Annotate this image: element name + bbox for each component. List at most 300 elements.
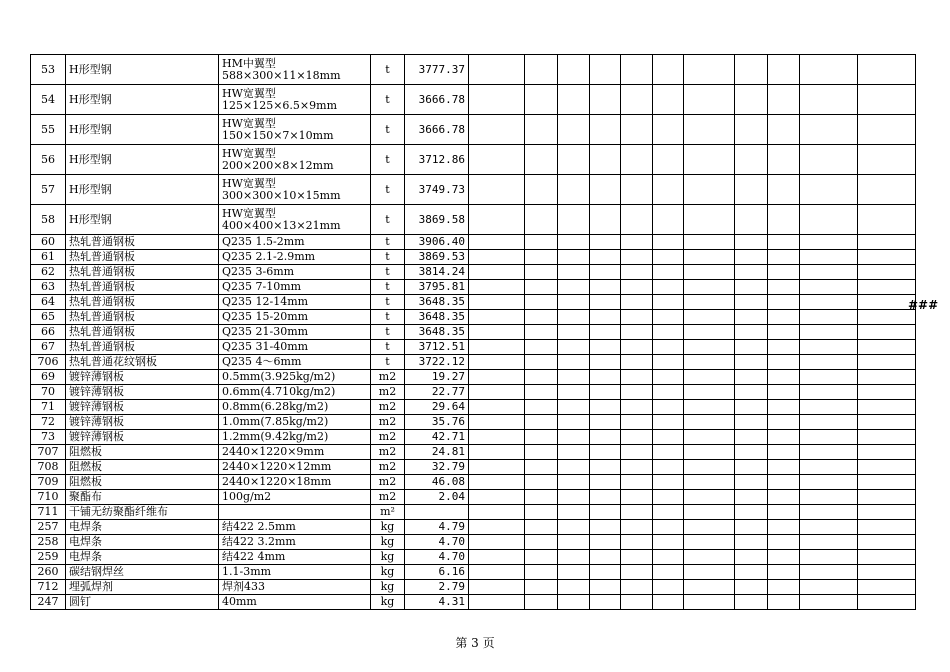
- cell-empty[interactable]: [768, 385, 800, 400]
- cell-specification[interactable]: [219, 520, 371, 535]
- cell-empty[interactable]: [469, 205, 525, 235]
- cell-empty[interactable]: [558, 535, 590, 550]
- cell-material-name[interactable]: 圆钉: [66, 595, 219, 610]
- cell-material-name[interactable]: 埋弧焊剂: [66, 580, 219, 595]
- cell-empty[interactable]: [768, 430, 800, 445]
- cell-unit[interactable]: kg: [371, 535, 405, 550]
- cell-empty[interactable]: [768, 415, 800, 430]
- cell-number[interactable]: 70: [31, 385, 66, 400]
- cell-empty[interactable]: [653, 145, 684, 175]
- cell-empty[interactable]: [800, 175, 858, 205]
- cell-empty[interactable]: [800, 580, 858, 595]
- cell-specification[interactable]: [219, 325, 371, 340]
- cell-empty[interactable]: [525, 55, 558, 85]
- cell-empty[interactable]: [469, 460, 525, 475]
- cell-empty[interactable]: [684, 580, 735, 595]
- cell-empty[interactable]: [684, 475, 735, 490]
- cell-empty[interactable]: [735, 295, 768, 310]
- cell-specification[interactable]: [219, 580, 371, 595]
- cell-empty[interactable]: [590, 310, 621, 325]
- cell-empty[interactable]: [684, 205, 735, 235]
- cell-number[interactable]: 72: [31, 415, 66, 430]
- cell-empty[interactable]: [735, 520, 768, 535]
- cell-empty[interactable]: [858, 490, 916, 505]
- cell-empty[interactable]: [621, 250, 653, 265]
- cell-empty[interactable]: [768, 535, 800, 550]
- cell-empty[interactable]: [858, 355, 916, 370]
- cell-empty[interactable]: [768, 250, 800, 265]
- cell-empty[interactable]: [558, 325, 590, 340]
- cell-unit[interactable]: m2: [371, 415, 405, 430]
- cell-specification[interactable]: [219, 505, 371, 520]
- cell-empty[interactable]: [858, 475, 916, 490]
- cell-empty[interactable]: [800, 355, 858, 370]
- cell-material-name[interactable]: 阻燃板: [66, 445, 219, 460]
- cell-empty[interactable]: [653, 295, 684, 310]
- cell-empty[interactable]: [469, 535, 525, 550]
- cell-empty[interactable]: [558, 355, 590, 370]
- cell-empty[interactable]: [858, 580, 916, 595]
- cell-unit[interactable]: t: [371, 355, 405, 370]
- cell-number[interactable]: 708: [31, 460, 66, 475]
- cell-empty[interactable]: [621, 385, 653, 400]
- cell-empty[interactable]: [653, 85, 684, 115]
- cell-empty[interactable]: [858, 175, 916, 205]
- cell-empty[interactable]: [525, 565, 558, 580]
- cell-empty[interactable]: [558, 250, 590, 265]
- cell-empty[interactable]: [800, 535, 858, 550]
- cell-empty[interactable]: [525, 595, 558, 610]
- cell-empty[interactable]: [469, 520, 525, 535]
- cell-empty[interactable]: [590, 295, 621, 310]
- cell-specification[interactable]: [219, 175, 371, 205]
- cell-empty[interactable]: [558, 280, 590, 295]
- cell-empty[interactable]: [684, 430, 735, 445]
- cell-empty[interactable]: [684, 370, 735, 385]
- cell-unit[interactable]: t: [371, 145, 405, 175]
- cell-empty[interactable]: [653, 205, 684, 235]
- cell-empty[interactable]: [590, 415, 621, 430]
- cell-specification[interactable]: [219, 460, 371, 475]
- cell-material-name[interactable]: 镀锌薄钢板: [66, 415, 219, 430]
- cell-specification[interactable]: [219, 475, 371, 490]
- cell-empty[interactable]: [858, 445, 916, 460]
- cell-empty[interactable]: [684, 295, 735, 310]
- cell-empty[interactable]: [590, 340, 621, 355]
- cell-empty[interactable]: [525, 340, 558, 355]
- cell-empty[interactable]: [800, 280, 858, 295]
- cell-empty[interactable]: [558, 400, 590, 415]
- cell-empty[interactable]: [590, 85, 621, 115]
- cell-number[interactable]: 66: [31, 325, 66, 340]
- cell-empty[interactable]: [558, 385, 590, 400]
- cell-empty[interactable]: [590, 385, 621, 400]
- cell-empty[interactable]: [735, 430, 768, 445]
- cell-empty[interactable]: [590, 595, 621, 610]
- cell-empty[interactable]: [858, 400, 916, 415]
- cell-empty[interactable]: [800, 445, 858, 460]
- cell-empty[interactable]: [653, 415, 684, 430]
- cell-empty[interactable]: [735, 280, 768, 295]
- cell-number[interactable]: 707: [31, 445, 66, 460]
- cell-unit[interactable]: t: [371, 310, 405, 325]
- cell-material-name[interactable]: 电焊条: [66, 520, 219, 535]
- cell-unit[interactable]: t: [371, 250, 405, 265]
- cell-empty[interactable]: [653, 595, 684, 610]
- cell-number[interactable]: 63: [31, 280, 66, 295]
- cell-empty[interactable]: [768, 475, 800, 490]
- cell-empty[interactable]: [525, 295, 558, 310]
- cell-empty[interactable]: [469, 280, 525, 295]
- cell-empty[interactable]: [684, 505, 735, 520]
- cell-material-name[interactable]: 电焊条: [66, 550, 219, 565]
- cell-material-name[interactable]: 热轧普通钢板: [66, 340, 219, 355]
- cell-empty[interactable]: [768, 55, 800, 85]
- cell-empty[interactable]: [800, 340, 858, 355]
- cell-price[interactable]: 19.27: [405, 370, 469, 385]
- cell-specification[interactable]: [219, 280, 371, 295]
- cell-empty[interactable]: [735, 115, 768, 145]
- cell-empty[interactable]: [653, 250, 684, 265]
- cell-empty[interactable]: [469, 385, 525, 400]
- cell-price[interactable]: 3648.35: [405, 310, 469, 325]
- cell-empty[interactable]: [469, 175, 525, 205]
- cell-number[interactable]: 73: [31, 430, 66, 445]
- cell-empty[interactable]: [653, 535, 684, 550]
- cell-empty[interactable]: [590, 475, 621, 490]
- cell-empty[interactable]: [469, 145, 525, 175]
- cell-number[interactable]: 69: [31, 370, 66, 385]
- cell-empty[interactable]: [768, 595, 800, 610]
- cell-empty[interactable]: [621, 370, 653, 385]
- cell-price[interactable]: 3814.24: [405, 265, 469, 280]
- cell-empty[interactable]: [469, 340, 525, 355]
- cell-empty[interactable]: [735, 370, 768, 385]
- cell-empty[interactable]: [653, 580, 684, 595]
- cell-number[interactable]: 62: [31, 265, 66, 280]
- cell-empty[interactable]: [684, 325, 735, 340]
- cell-empty[interactable]: [684, 565, 735, 580]
- cell-empty[interactable]: [735, 175, 768, 205]
- cell-empty[interactable]: [653, 280, 684, 295]
- cell-material-name[interactable]: 镀锌薄钢板: [66, 430, 219, 445]
- cell-empty[interactable]: [525, 115, 558, 145]
- cell-empty[interactable]: [800, 385, 858, 400]
- cell-empty[interactable]: [684, 250, 735, 265]
- cell-empty[interactable]: [469, 475, 525, 490]
- cell-empty[interactable]: [858, 595, 916, 610]
- cell-empty[interactable]: [558, 580, 590, 595]
- cell-empty[interactable]: [684, 145, 735, 175]
- cell-unit[interactable]: kg: [371, 550, 405, 565]
- cell-empty[interactable]: [469, 430, 525, 445]
- cell-empty[interactable]: [621, 505, 653, 520]
- cell-price[interactable]: 3906.40: [405, 235, 469, 250]
- cell-empty[interactable]: [558, 430, 590, 445]
- cell-empty[interactable]: [800, 400, 858, 415]
- cell-empty[interactable]: [653, 340, 684, 355]
- cell-empty[interactable]: [469, 355, 525, 370]
- cell-empty[interactable]: [469, 490, 525, 505]
- cell-empty[interactable]: [684, 115, 735, 145]
- cell-specification[interactable]: [219, 115, 371, 145]
- cell-unit[interactable]: m2: [371, 370, 405, 385]
- cell-empty[interactable]: [621, 355, 653, 370]
- cell-empty[interactable]: [469, 55, 525, 85]
- cell-specification[interactable]: [219, 355, 371, 370]
- cell-empty[interactable]: [621, 520, 653, 535]
- cell-price[interactable]: 3648.35: [405, 295, 469, 310]
- cell-empty[interactable]: [768, 310, 800, 325]
- cell-empty[interactable]: [590, 265, 621, 280]
- cell-price[interactable]: 3722.12: [405, 355, 469, 370]
- cell-price[interactable]: 3712.86: [405, 145, 469, 175]
- cell-empty[interactable]: [684, 460, 735, 475]
- cell-empty[interactable]: [800, 115, 858, 145]
- cell-empty[interactable]: [525, 550, 558, 565]
- cell-empty[interactable]: [858, 325, 916, 340]
- cell-empty[interactable]: [469, 265, 525, 280]
- cell-empty[interactable]: [735, 490, 768, 505]
- cell-specification[interactable]: [219, 565, 371, 580]
- cell-empty[interactable]: [735, 235, 768, 250]
- cell-specification[interactable]: [219, 340, 371, 355]
- cell-number[interactable]: 257: [31, 520, 66, 535]
- cell-price[interactable]: 24.81: [405, 445, 469, 460]
- cell-empty[interactable]: [858, 505, 916, 520]
- cell-empty[interactable]: [621, 550, 653, 565]
- cell-empty[interactable]: [590, 175, 621, 205]
- cell-empty[interactable]: [469, 550, 525, 565]
- cell-material-name[interactable]: 热轧普通钢板: [66, 235, 219, 250]
- cell-empty[interactable]: [590, 430, 621, 445]
- cell-number[interactable]: 709: [31, 475, 66, 490]
- cell-empty[interactable]: [621, 175, 653, 205]
- cell-price[interactable]: 4.79: [405, 520, 469, 535]
- cell-empty[interactable]: [768, 505, 800, 520]
- cell-empty[interactable]: [653, 565, 684, 580]
- cell-specification[interactable]: [219, 535, 371, 550]
- cell-empty[interactable]: [684, 595, 735, 610]
- cell-specification[interactable]: [219, 265, 371, 280]
- cell-specification[interactable]: [219, 370, 371, 385]
- cell-empty[interactable]: [653, 385, 684, 400]
- cell-empty[interactable]: [768, 460, 800, 475]
- cell-empty[interactable]: [525, 145, 558, 175]
- cell-empty[interactable]: [525, 520, 558, 535]
- cell-price[interactable]: 3712.51: [405, 340, 469, 355]
- cell-empty[interactable]: [735, 265, 768, 280]
- cell-empty[interactable]: [469, 235, 525, 250]
- cell-unit[interactable]: m2: [371, 490, 405, 505]
- cell-empty[interactable]: [590, 520, 621, 535]
- cell-empty[interactable]: [621, 55, 653, 85]
- cell-empty[interactable]: [858, 385, 916, 400]
- cell-unit[interactable]: t: [371, 325, 405, 340]
- cell-price[interactable]: 35.76: [405, 415, 469, 430]
- cell-empty[interactable]: [684, 445, 735, 460]
- cell-empty[interactable]: [653, 265, 684, 280]
- cell-empty[interactable]: [858, 340, 916, 355]
- cell-empty[interactable]: [558, 490, 590, 505]
- cell-unit[interactable]: m2: [371, 385, 405, 400]
- cell-price[interactable]: 42.71: [405, 430, 469, 445]
- cell-empty[interactable]: [858, 145, 916, 175]
- cell-empty[interactable]: [653, 505, 684, 520]
- cell-empty[interactable]: [590, 400, 621, 415]
- cell-material-name[interactable]: 热轧普通钢板: [66, 295, 219, 310]
- cell-empty[interactable]: [800, 550, 858, 565]
- cell-empty[interactable]: [653, 490, 684, 505]
- cell-empty[interactable]: [590, 550, 621, 565]
- cell-empty[interactable]: [558, 475, 590, 490]
- cell-empty[interactable]: [621, 565, 653, 580]
- cell-empty[interactable]: [590, 490, 621, 505]
- cell-price[interactable]: 46.08: [405, 475, 469, 490]
- cell-empty[interactable]: [558, 85, 590, 115]
- cell-empty[interactable]: [858, 460, 916, 475]
- cell-empty[interactable]: [735, 460, 768, 475]
- cell-empty[interactable]: [590, 325, 621, 340]
- cell-price[interactable]: 4.31: [405, 595, 469, 610]
- cell-empty[interactable]: [735, 445, 768, 460]
- cell-empty[interactable]: [858, 520, 916, 535]
- cell-specification[interactable]: [219, 310, 371, 325]
- cell-empty[interactable]: [621, 280, 653, 295]
- cell-empty[interactable]: [653, 325, 684, 340]
- cell-empty[interactable]: [735, 340, 768, 355]
- cell-specification[interactable]: [219, 385, 371, 400]
- cell-material-name[interactable]: 镀锌薄钢板: [66, 385, 219, 400]
- cell-number[interactable]: 56: [31, 145, 66, 175]
- cell-price[interactable]: 4.70: [405, 535, 469, 550]
- cell-empty[interactable]: [558, 460, 590, 475]
- cell-empty[interactable]: [858, 565, 916, 580]
- cell-empty[interactable]: [558, 310, 590, 325]
- cell-empty[interactable]: [558, 235, 590, 250]
- cell-empty[interactable]: [653, 550, 684, 565]
- cell-empty[interactable]: [525, 235, 558, 250]
- cell-number[interactable]: 55: [31, 115, 66, 145]
- cell-empty[interactable]: [800, 430, 858, 445]
- cell-empty[interactable]: [558, 445, 590, 460]
- cell-empty[interactable]: [558, 115, 590, 145]
- cell-empty[interactable]: [768, 265, 800, 280]
- cell-empty[interactable]: [858, 250, 916, 265]
- cell-empty[interactable]: [590, 55, 621, 85]
- cell-empty[interactable]: [768, 400, 800, 415]
- cell-empty[interactable]: [525, 475, 558, 490]
- cell-unit[interactable]: t: [371, 205, 405, 235]
- cell-empty[interactable]: [590, 535, 621, 550]
- cell-empty[interactable]: [590, 370, 621, 385]
- cell-empty[interactable]: [735, 400, 768, 415]
- cell-empty[interactable]: [558, 595, 590, 610]
- cell-specification[interactable]: [219, 250, 371, 265]
- cell-empty[interactable]: [735, 205, 768, 235]
- cell-number[interactable]: 64: [31, 295, 66, 310]
- cell-specification[interactable]: [219, 400, 371, 415]
- cell-empty[interactable]: [469, 370, 525, 385]
- cell-empty[interactable]: [768, 340, 800, 355]
- cell-material-name[interactable]: 热轧普通钢板: [66, 250, 219, 265]
- cell-empty[interactable]: [768, 325, 800, 340]
- cell-empty[interactable]: [800, 565, 858, 580]
- cell-number[interactable]: 58: [31, 205, 66, 235]
- cell-empty[interactable]: [735, 595, 768, 610]
- cell-price[interactable]: 3666.78: [405, 85, 469, 115]
- cell-empty[interactable]: [735, 475, 768, 490]
- cell-number[interactable]: 53: [31, 55, 66, 85]
- cell-empty[interactable]: [469, 310, 525, 325]
- cell-unit[interactable]: kg: [371, 580, 405, 595]
- cell-material-name[interactable]: 聚酯布: [66, 490, 219, 505]
- cell-empty[interactable]: [684, 490, 735, 505]
- cell-material-name[interactable]: 阻燃板: [66, 460, 219, 475]
- cell-empty[interactable]: [858, 310, 916, 325]
- cell-empty[interactable]: [768, 205, 800, 235]
- cell-empty[interactable]: [525, 325, 558, 340]
- cell-empty[interactable]: [735, 145, 768, 175]
- cell-empty[interactable]: [800, 235, 858, 250]
- cell-empty[interactable]: [684, 265, 735, 280]
- cell-empty[interactable]: [558, 505, 590, 520]
- cell-empty[interactable]: [621, 460, 653, 475]
- cell-price[interactable]: 3869.58: [405, 205, 469, 235]
- cell-price[interactable]: 3777.37: [405, 55, 469, 85]
- cell-number[interactable]: 258: [31, 535, 66, 550]
- cell-material-name[interactable]: 热轧普通钢板: [66, 310, 219, 325]
- cell-empty[interactable]: [525, 280, 558, 295]
- cell-empty[interactable]: [558, 295, 590, 310]
- cell-empty[interactable]: [558, 265, 590, 280]
- cell-empty[interactable]: [800, 460, 858, 475]
- cell-empty[interactable]: [621, 490, 653, 505]
- cell-empty[interactable]: [590, 235, 621, 250]
- cell-empty[interactable]: [590, 145, 621, 175]
- cell-empty[interactable]: [558, 145, 590, 175]
- cell-empty[interactable]: [558, 55, 590, 85]
- cell-material-name[interactable]: 镀锌薄钢板: [66, 400, 219, 415]
- cell-number[interactable]: 711: [31, 505, 66, 520]
- cell-empty[interactable]: [525, 460, 558, 475]
- cell-unit[interactable]: m2: [371, 400, 405, 415]
- cell-specification[interactable]: [219, 445, 371, 460]
- cell-unit[interactable]: t: [371, 340, 405, 355]
- cell-empty[interactable]: [525, 385, 558, 400]
- cell-empty[interactable]: [621, 205, 653, 235]
- cell-empty[interactable]: [469, 595, 525, 610]
- cell-empty[interactable]: [684, 280, 735, 295]
- cell-empty[interactable]: [800, 145, 858, 175]
- cell-empty[interactable]: [590, 580, 621, 595]
- cell-number[interactable]: 65: [31, 310, 66, 325]
- cell-material-name[interactable]: H形型钢: [66, 175, 219, 205]
- cell-empty[interactable]: [469, 505, 525, 520]
- cell-empty[interactable]: [768, 175, 800, 205]
- cell-empty[interactable]: [858, 115, 916, 145]
- cell-empty[interactable]: [735, 505, 768, 520]
- cell-number[interactable]: 260: [31, 565, 66, 580]
- cell-material-name[interactable]: 电焊条: [66, 535, 219, 550]
- cell-empty[interactable]: [469, 115, 525, 145]
- cell-empty[interactable]: [858, 280, 916, 295]
- cell-empty[interactable]: [768, 295, 800, 310]
- cell-empty[interactable]: [768, 550, 800, 565]
- cell-empty[interactable]: [858, 235, 916, 250]
- cell-unit[interactable]: t: [371, 295, 405, 310]
- cell-empty[interactable]: [768, 490, 800, 505]
